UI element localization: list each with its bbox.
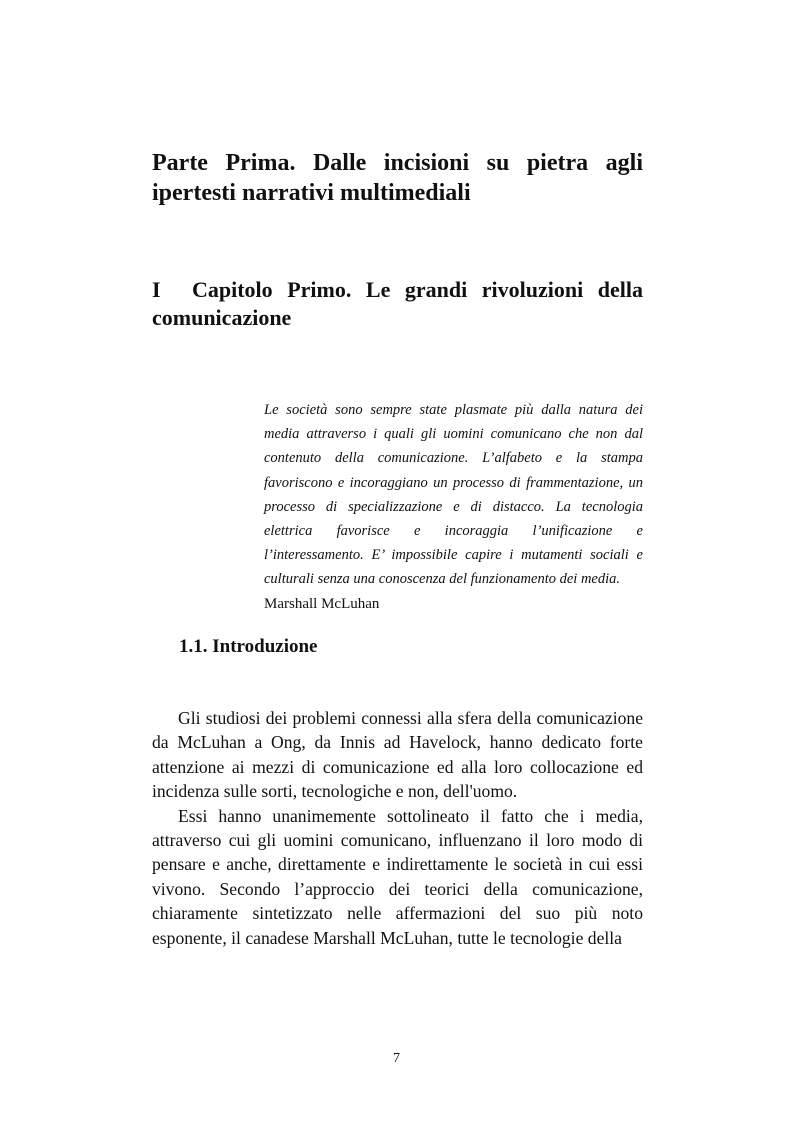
part-title: Parte Prima. Dalle incisioni su pietra agli ipertesti narrativi multimediali [152,150,643,206]
body-paragraph: Gli studiosi dei problemi connessi alla sfera della comunicazione da McLuhan a Ong, da Innis ad Havelock, hanno dedicato forte attenzione ai mezzi di comunicazione ed alla loro collocazione ed incidenza sulle sorti, tecnologiche e non, dell'uomo. [152,708,643,802]
body-paragraph: Essi hanno unanimemente sottolineato il fatto che i media, attraverso cui gli uomini comunicano, influenzano il loro modo di pensare e anche, direttamente e indirettamente le società in cui essi vivono. Secondo l’approccio dei teorici della comunicazione, chiaramente sintetizzato nelle affermazioni del suo più noto esponente, il canadese Marshall McLuhan, tutte le tecnologie della [152,805,643,948]
page-number: 7 [393,1051,400,1066]
epigraph-quote: Le società sono sempre state plasmate più dalla natura dei media attraverso i quali gli uomini comunicano che non dal contenuto della comunicazione. L’alfabeto e la stampa favoriscono e incoraggiano un processo di frammentazione, un processo di specializzazione e di distacco. La tecnologia elettrica favorisce e incoraggia l’unificazione e l’interessamento. E’ impossibile capire i mutamenti sociali e culturali senza una conoscenza del funzionamento dei media. [264,402,643,588]
chapter-title-text: Capitolo Primo. Le grandi rivoluzioni della comunicazione [152,277,643,330]
chapter-title [152,276,643,332]
chapter-number: I [152,277,161,302]
epigraph [264,398,643,616]
section-heading: 1.1. Introduzione [179,636,318,657]
epigraph-author: Marshall McLuhan [264,595,380,612]
body-text [152,706,643,950]
